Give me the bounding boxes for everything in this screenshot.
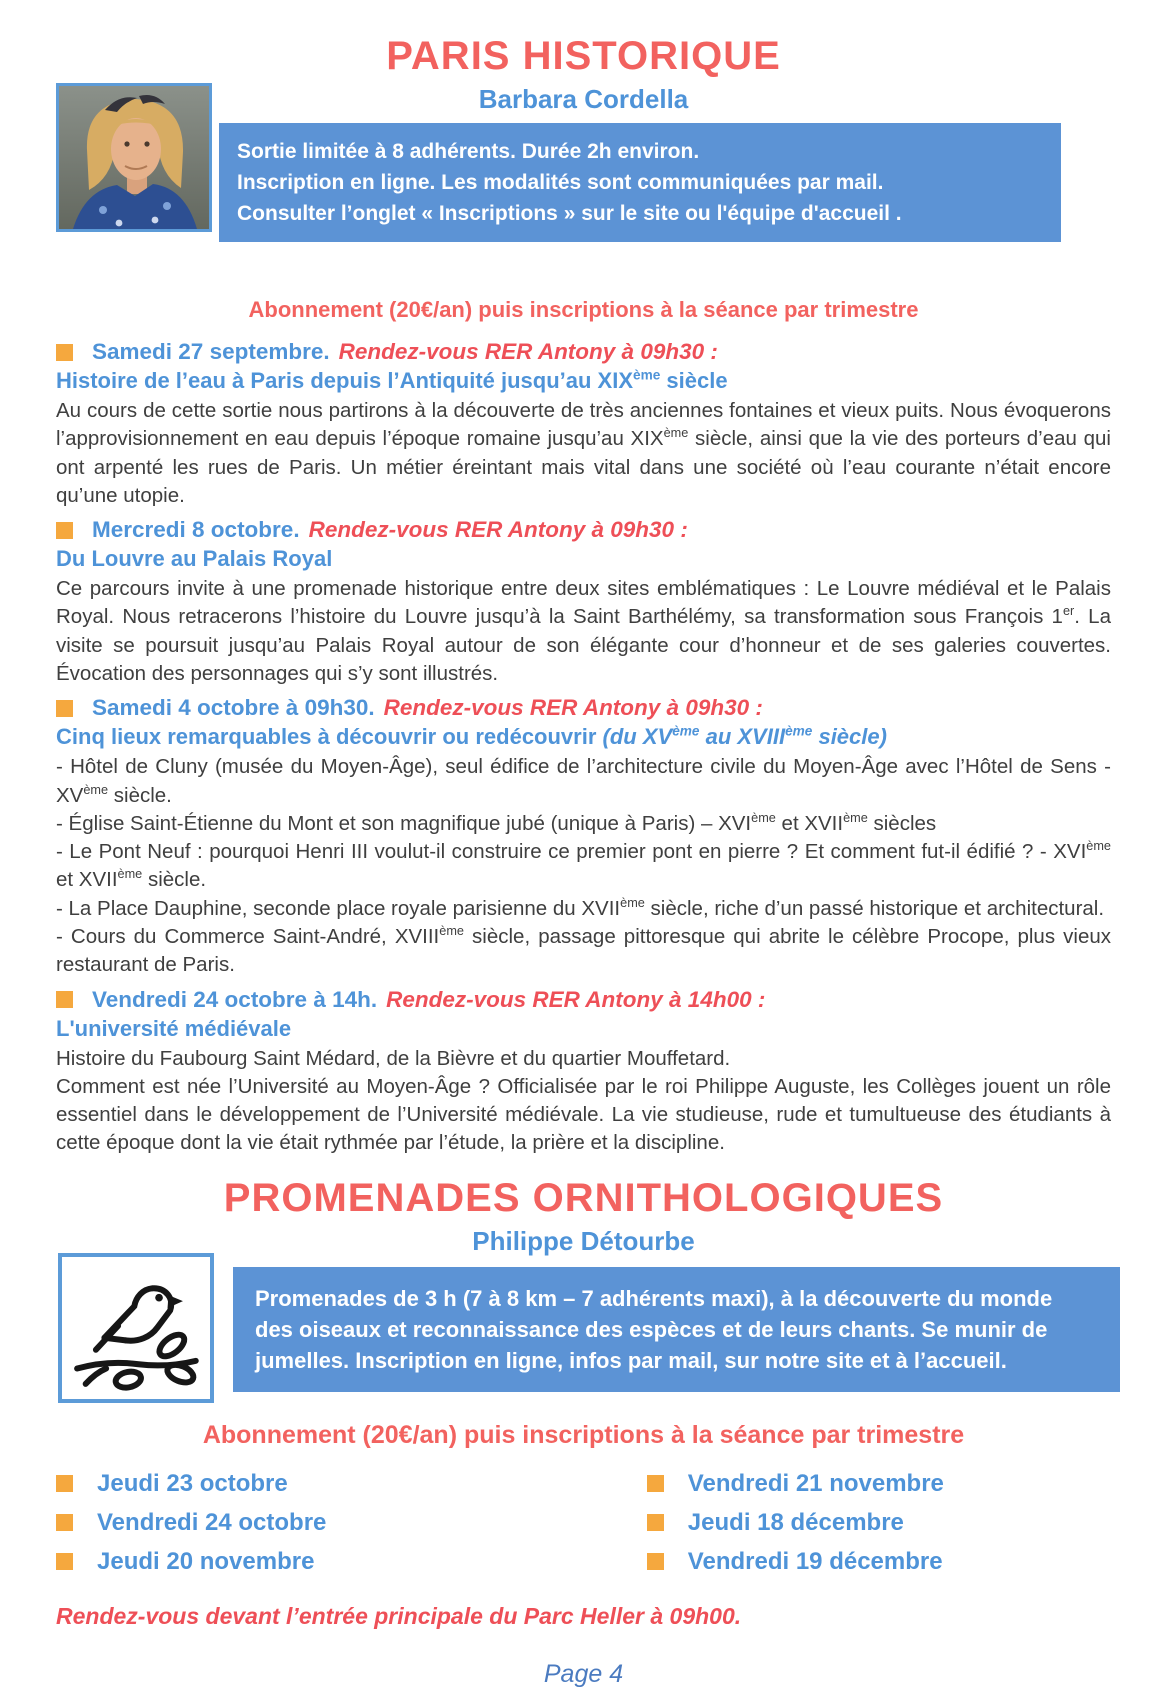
orange-square-bullet bbox=[647, 1475, 664, 1492]
info-box-ornitho bbox=[233, 1267, 1120, 1393]
event-paragraph: - La Place Dauphine, seconde place royale parisienne du XVIIème siècle, riche d’un passé historique et architectural. bbox=[56, 894, 1105, 920]
event-subtitle-italic: (du XVème au XVIIIème siècle) bbox=[602, 723, 887, 750]
event-paragraph: Comment est née l’Université au Moyen-Âge ? Officialisée par le roi Philippe Auguste, les Collèges jouent un rôle essentiel dans le développement de l’Université médiévale. La vie studieuse, rude et tumultueuse des étudiants à cette époque dont la vie était rythmée par l’étude, la prière et la discipline. bbox=[56, 1074, 1111, 1155]
event-louvre-palais-royal bbox=[56, 517, 1111, 688]
date-label: Jeudi 20 novembre bbox=[97, 1547, 315, 1575]
event-histoire-eau bbox=[56, 339, 1111, 510]
orange-square-bullet bbox=[56, 344, 73, 361]
event-paragraph: - Cours du Commerce Saint-André, XVIIIème siècle, passage pittoresque qui abrite le célèbre Procope, plus vieux restaurant de Paris. bbox=[56, 923, 1111, 977]
orange-square-bullet bbox=[56, 700, 73, 717]
orange-square-bullet bbox=[56, 1514, 73, 1531]
animator-name-barbara: Barbara Cordella bbox=[478, 84, 689, 114]
paris-header-row bbox=[56, 123, 1111, 273]
subscription-note-paris: Abonnement (20€/an) puis inscriptions à la séance par trimestre bbox=[248, 297, 919, 322]
info-line: Promenades de 3 h (7 à 8 km – 7 adhérents maxi), à la découverte du monde des oiseaux et reconnaissance des espèces et de leurs chants. Se munir de jumelles. Inscription en ligne, infos par mail, sur notre site et à l’accueil. bbox=[255, 1285, 1053, 1374]
info-line: Consulter l’onglet « Inscriptions » sur le site ou l'équipe d'accueil . bbox=[237, 202, 902, 226]
event-rdv: Rendez-vous RER Antony à 09h30 : bbox=[308, 517, 688, 543]
event-heading bbox=[56, 517, 1111, 543]
date-item bbox=[56, 1509, 647, 1537]
ornitho-header-row bbox=[56, 1267, 1111, 1395]
meeting-note: Rendez-vous devant l’entrée principale du Parc Heller à 09h00. bbox=[56, 1602, 742, 1629]
event-date: Samedi 27 septembre. bbox=[92, 339, 330, 364]
bird-icon bbox=[58, 1253, 214, 1403]
event-subtitle: Histoire de l’eau à Paris depuis l’Antiquité jusqu’au XIXème siècle bbox=[56, 367, 728, 393]
event-paragraph: - Hôtel de Cluny (musée du Moyen-Âge), seul édifice de l’architecture civile du Moyen-Âge avec l’Hôtel de Sens - XVème siècle. bbox=[56, 755, 1111, 807]
date-label: Vendredi 19 décembre bbox=[687, 1547, 943, 1575]
event-heading bbox=[56, 987, 1111, 1013]
date-item bbox=[56, 1470, 647, 1498]
event-date: Vendredi 24 octobre à 14h. bbox=[92, 986, 378, 1012]
event-subtitle bbox=[56, 724, 1111, 750]
event-subtitle: Du Louvre au Palais Royal bbox=[56, 546, 333, 572]
orange-square-bullet bbox=[56, 1553, 73, 1570]
orange-square-bullet bbox=[647, 1553, 664, 1570]
portrait-photo-drawing bbox=[59, 86, 209, 229]
event-date: Samedi 4 octobre à 09h30. bbox=[92, 695, 375, 721]
page-number: Page 4 bbox=[543, 1659, 624, 1688]
date-label: Jeudi 23 octobre bbox=[97, 1469, 288, 1497]
event-paragraph: Au cours de cette sortie nous partirons à la découverte de très anciennes fontaines et vieux puits. Nous évoquerons l’approvisionnement en eau depuis l’époque romaine jusqu’au XIXème siècle, ainsi que la vie des porteurs d’eau qui ont arpenté les rues de Paris. Un métier éreintant mais vital dans une société où l’eau courante n’était encore qu’une utopie. bbox=[56, 399, 1111, 507]
bird-line-drawing bbox=[72, 1266, 200, 1390]
date-item bbox=[56, 1548, 647, 1576]
portrait-photo bbox=[56, 83, 212, 232]
section-title-paris: PARIS HISTORIQUE bbox=[386, 34, 781, 78]
dates-grid bbox=[56, 1470, 1111, 1587]
event-date: Mercredi 8 octobre. bbox=[92, 517, 300, 543]
animator-name-philippe: Philippe Détourbe bbox=[472, 1225, 695, 1256]
orange-square-bullet bbox=[56, 522, 73, 539]
dates-column-right bbox=[647, 1470, 1111, 1587]
event-cinq-lieux bbox=[56, 695, 1111, 979]
orange-square-bullet bbox=[56, 991, 73, 1008]
event-paragraph: Histoire du Faubourg Saint Médard, de la Bièvre et du quartier Mouffetard. bbox=[56, 1046, 731, 1070]
orange-square-bullet bbox=[647, 1514, 664, 1531]
dates-column-left bbox=[56, 1470, 647, 1587]
date-label: Jeudi 18 décembre bbox=[687, 1508, 904, 1536]
event-subtitle: L'université médiévale bbox=[56, 1015, 292, 1041]
event-subtitle-main: Cinq lieux remarquables à découvrir ou redécouvrir bbox=[56, 724, 603, 750]
date-item bbox=[647, 1509, 1111, 1537]
info-line: Inscription en ligne. Les modalités sont communiquées par mail. bbox=[237, 171, 884, 195]
event-paragraph: Ce parcours invite à une promenade historique entre deux sites emblématiques : Le Louvre médiéval et le Palais Royal. Nous retracerons l’histoire du Louvre jusqu’à la Saint Barthélémy, sa transformation sous François 1er. La visite se poursuit jusqu’au Palais Royal autour de son élégante cour d’honneur et de ses galeries couvertes. Évocation des personnages qui s’y sont illustrés. bbox=[56, 577, 1111, 685]
event-paragraph: - Église Saint-Étienne du Mont et son magnifique jubé (unique à Paris) – XVIème et XVIIème siècles bbox=[56, 809, 937, 835]
event-universite-medievale bbox=[56, 987, 1111, 1158]
orange-square-bullet bbox=[56, 1475, 73, 1492]
date-item bbox=[647, 1470, 1111, 1498]
date-label: Vendredi 21 novembre bbox=[687, 1469, 944, 1497]
info-line: Sortie limitée à 8 adhérents. Durée 2h environ. bbox=[237, 140, 700, 163]
date-item bbox=[647, 1548, 1111, 1576]
event-rdv: Rendez-vous RER Antony à 09h30 : bbox=[383, 695, 763, 721]
event-heading bbox=[56, 339, 1111, 365]
event-heading bbox=[56, 695, 1111, 721]
event-rdv: Rendez-vous RER Antony à 09h30 : bbox=[338, 339, 718, 364]
event-rdv: Rendez-vous RER Antony à 14h00 : bbox=[386, 986, 766, 1012]
info-box-paris bbox=[219, 123, 1061, 242]
event-paragraph: - Le Pont Neuf : pourquoi Henri III voulut-il construire ce premier pont en pierre ? Et comment fut-il édifié ? - XVIème et XVIIème siècle. bbox=[56, 838, 1111, 892]
section-title-ornithologiques: PROMENADES ORNITHOLOGIQUES bbox=[223, 1175, 944, 1220]
subscription-note-ornitho: Abonnement (20€/an) puis inscriptions à la séance par trimestre bbox=[202, 1420, 965, 1449]
date-label: Vendredi 24 octobre bbox=[97, 1508, 327, 1536]
